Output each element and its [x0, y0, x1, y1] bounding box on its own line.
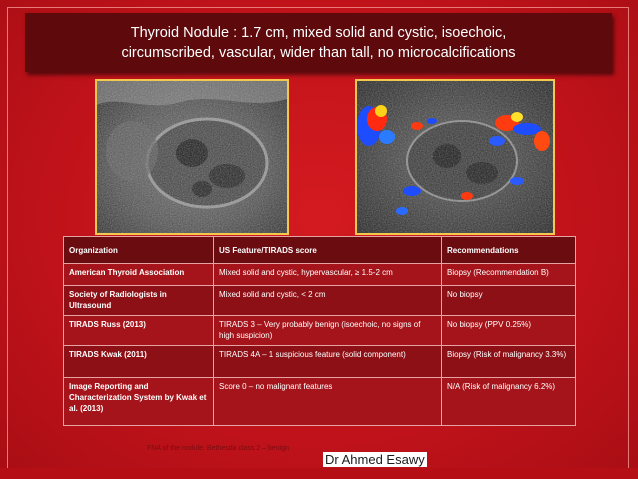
- table-row: [64, 316, 576, 346]
- cell-recommendation: N/A (Risk of malignancy 6.2%): [442, 378, 576, 426]
- header-recommendations: Recommendations: [442, 237, 576, 264]
- cell-recommendation: No biopsy (PPV 0.25%): [442, 316, 576, 346]
- table-row: [64, 264, 576, 286]
- cell-feature: TIRADS 4A – 1 suspicious feature (solid component): [214, 346, 442, 378]
- cell-organization: TIRADS Kwak (2011): [64, 346, 214, 378]
- grayscale-ultrasound-graphic: [97, 81, 287, 233]
- doppler-ultrasound-graphic: [357, 81, 553, 233]
- cell-feature: Mixed solid and cystic, < 2 cm: [214, 286, 442, 316]
- cell-feature: Score 0 – no malignant features: [214, 378, 442, 426]
- table-header-row: [64, 237, 576, 264]
- footnote: FNA of the nodule: Bethesda class 2 – benign: [147, 445, 290, 452]
- title-line-2: circumscribed, vascular, wider than tall, no microcalcifications: [121, 44, 516, 61]
- cell-recommendation: Biopsy (Recommendation B): [442, 264, 576, 286]
- author-label: Dr Ahmed Esawy: [325, 452, 425, 467]
- cell-feature: TIRADS 3 – Very probably benign (isoechoic, no signs of high suspicion): [214, 316, 442, 346]
- table-row: [64, 346, 576, 378]
- bottom-bar: [0, 468, 638, 479]
- cell-organization: American Thyroid Association: [64, 264, 214, 286]
- title-box: [25, 13, 612, 72]
- cell-organization: TIRADS Russ (2013): [64, 316, 214, 346]
- cell-feature: Mixed solid and cystic, hypervascular, ≥ 1.5-2 cm: [214, 264, 442, 286]
- table-row: [64, 378, 576, 426]
- ultrasound-image-doppler: [355, 79, 555, 235]
- recommendations-table: [63, 236, 576, 426]
- table-row: [64, 286, 576, 316]
- header-us-feature: US Feature/TIRADS score: [214, 237, 442, 264]
- cell-recommendation: Biopsy (Risk of malignancy 3.3%): [442, 346, 576, 378]
- recommendations-table-container: [63, 236, 575, 434]
- cell-organization: Image Reporting and Characterization System by Kwak et al. (2013): [64, 378, 214, 426]
- header-organization: Organization: [64, 237, 214, 264]
- title-line-1: Thyroid Nodule : 1.7 cm, mixed solid and cystic, isoechoic,: [130, 24, 507, 41]
- cell-organization: Society of Radiologists in Ultrasound: [64, 286, 214, 316]
- ultrasound-image-grayscale: [95, 79, 289, 235]
- cell-recommendation: No biopsy: [442, 286, 576, 316]
